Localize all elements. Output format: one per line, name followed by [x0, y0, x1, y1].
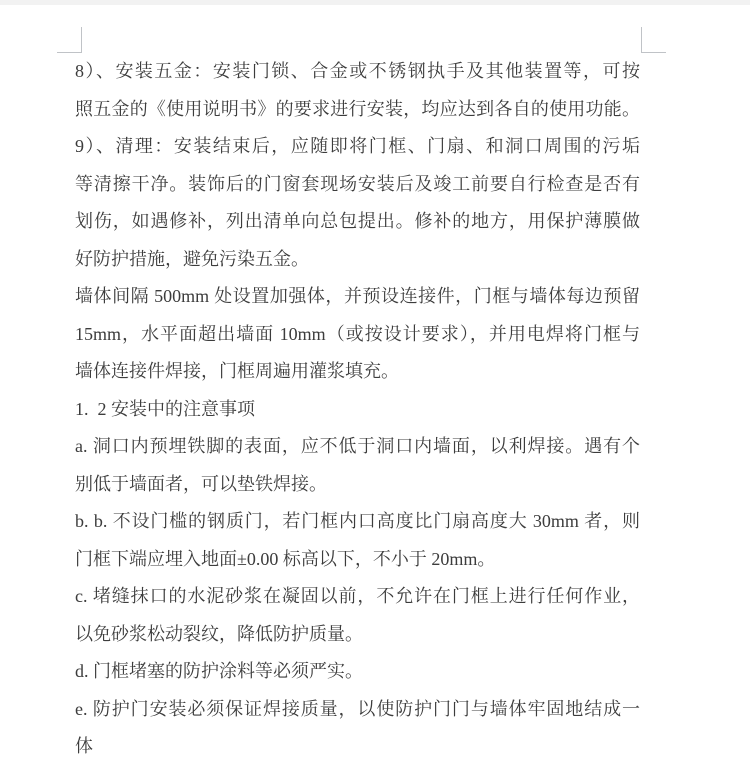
text-line: c. 堵缝抹口的水泥砂浆在凝固以前，不允许在门框上进行任何作业，	[75, 586, 640, 606]
crop-mark-top-left-icon	[57, 27, 82, 53]
page-top-edge	[0, 0, 750, 5]
crop-mark-top-right-icon	[641, 27, 666, 53]
text-line: 体	[75, 736, 93, 756]
text-line: 8）、安装五金：安装门锁、合金或不锈钢执手及其他装置等，可按	[75, 61, 640, 81]
document-text	[75, 53, 640, 766]
text-line: 9）、清理：安装结束后，应随即将门框、门扇、和洞口周围的污垢	[75, 136, 640, 156]
text-line: 门框下端应埋入地面±0.00 标高以下，不小于 20mm。	[75, 548, 496, 569]
text-line: b. b. 不设门槛的钢质门，若门框内口高度比门扇高度大 30mm 者，则	[75, 511, 640, 531]
text-line: 划伤，如遇修补，列出清单向总包提出。修补的地方，用保护薄膜做	[75, 211, 640, 231]
text-line: 墙体连接件焊接，门框周遍用灌浆填充。	[75, 361, 399, 381]
text-line: 墙体间隔 500mm 处设置加强体，并预设连接件，门框与墙体每边预留	[75, 286, 640, 306]
text-line: 等清擦干净。装饰后的门窗套现场安装后及竣工前要自行检查是否有	[75, 173, 640, 194]
text-line: 别低于墙面者，可以垫铁焊接。	[75, 473, 327, 494]
text-line: 1. 2 安装中的注意事项	[75, 398, 255, 419]
text-line: d. 门框堵塞的防护涂料等必须严实。	[75, 661, 363, 681]
text-line: e. 防护门安装必须保证焊接质量，以使防护门门与墙体牢固地结成一	[75, 698, 640, 719]
text-line: 照五金的《使用说明书》的要求进行安装，均应达到各自的使用功能。	[75, 98, 640, 119]
text-line: 好防护措施，避免污染五金。	[75, 248, 309, 269]
text-line: 以免砂浆松动裂纹，降低防护质量。	[75, 623, 363, 644]
text-line: a. 洞口内预埋铁脚的表面，应不低于洞口内墙面，以利焊接。遇有个	[75, 436, 640, 456]
text-line: 15mm，水平面超出墙面 10mm（或按设计要求），并用电焊将门框与	[75, 323, 640, 344]
